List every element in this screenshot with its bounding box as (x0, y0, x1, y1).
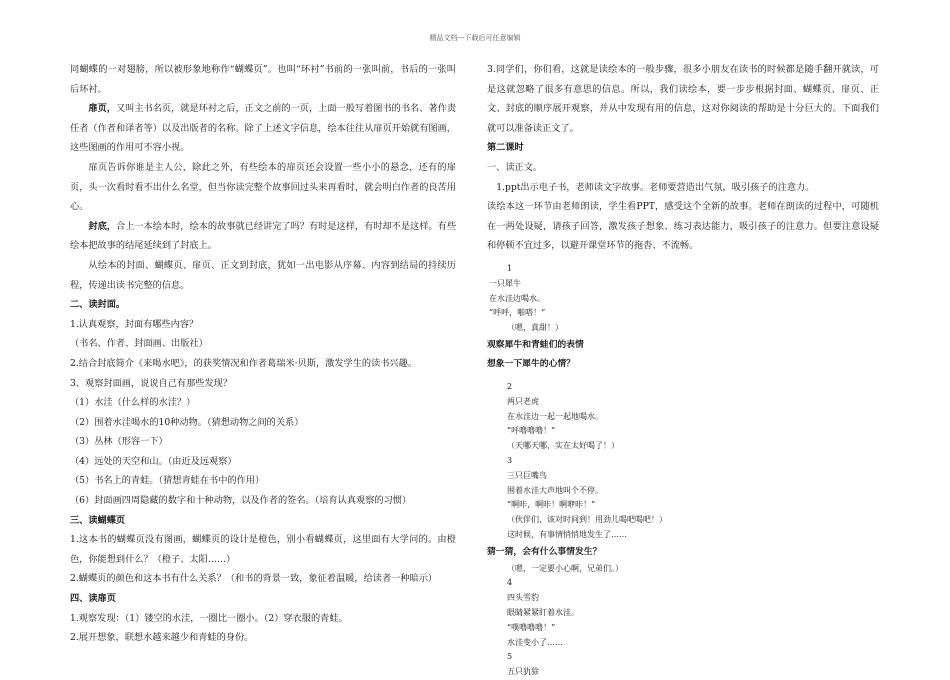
title-page-step-2: 2.展开想象，联想水越来越少和青蛙的身份。 (70, 632, 254, 644)
question-observe: 观察犀牛和青蛙们的表情 (487, 339, 584, 350)
back-cover-paragraph (70, 217, 456, 256)
read-text-step-2: 读绘本这一环节由老师朗读，学生看PPT，感受这个全新的故事。老师在朗读的过程中，可随机在一两处设疑，请孩子回答，激发孩子想象、练习表达能力，吸引孩子的注意力。但要注意设疑和停顿不宜过多，以避开课堂环节的拖沓、不流畅。 (487, 201, 879, 252)
poem-line: 三只巨嘴鸟 (507, 470, 547, 480)
section-heading-butterfly: 三、读蝴蝶页 (70, 514, 126, 526)
read-text-heading: 一、读正文。 (487, 161, 543, 173)
cover-step-2: 2.结合封底简介《来喝水吧》，的获奖情况和作者葛瑞米·贝斯，激发学生的读书兴趣。 (70, 357, 418, 369)
poem-line: 两只老虎 (507, 396, 539, 406)
title-page-term: 扉页， (88, 103, 116, 115)
poem-line: （天哪天哪，实在太好喝了！） (507, 441, 619, 451)
cover-finding-4: （4）远处的天空和山。（由近及远观察） (70, 455, 237, 467)
poem-number: 4 (507, 578, 513, 588)
poem-line: 在水洼边喝水。 (489, 293, 545, 303)
poem-line: 五只犰狳 (507, 667, 539, 677)
poem-line: “呼呼，啪嗒！” (489, 308, 546, 318)
title-page-note: 扉页告诉你谁是主人公，除此之外，有些绘本的扉页还会设置一些小小的悬念，还有的扉页，头一次看时看不出什么名堂，但当你读完整个故事回过头来再看时，就会明白作者的良苦用心。 (70, 161, 456, 213)
poem-line: 在水洼边一起一起地喝水。 (507, 411, 603, 421)
cover-step-1: 1.认真观察，封面有哪些内容？ (70, 318, 199, 330)
read-text-step-1: 1.ppt出示电子书，老师读文字故事。老师要营造出气氛，吸引孩子的注意力。 (496, 181, 815, 193)
right-column (487, 60, 879, 680)
poem-line: 四头雪豹 (507, 593, 539, 603)
title-page-step-1: 1.观察发现：（1）镂空的水洼，一圈比一圈小。（2）穿衣服的青蛙。 (70, 612, 348, 624)
poem-line: 眼睛紧紧盯着水洼。 (507, 608, 579, 618)
butterfly-step-2: 2.蝴蝶页的颜色和这本书有什么关系？（和书的背景一致，象征着温暖，给读者一种暗示） (70, 573, 438, 585)
butterfly-step-1: 1.这本书的蝴蝶页没有图画，蝴蝶页的设计是橙色，别小看蝴蝶页，这里面有大学问的。由橙色，你能想到什么？（橙子、太阳……） (70, 534, 456, 565)
poem-line: “呼噜噜噜！” (507, 426, 556, 436)
question-imagine: 想象一下犀牛的心情？ (487, 358, 575, 369)
cover-finding-3: （3）丛林（形容一下） (70, 436, 168, 448)
title-page-paragraph (70, 99, 456, 158)
poem-number: 3 (507, 455, 513, 465)
lesson-2-heading: 第二课时 (487, 142, 524, 154)
poem-line: “噗噜噜噜！” (507, 622, 556, 632)
cover-step-3: 3、观察封面画，说说自己有那些发现？ (70, 377, 233, 389)
reading-steps-paragraph: 3.同学们，你们看，这就是读绘本的一般步骤，很多小朋友在读书的时候都是随手翻开就读，可是这就忽略了很多有意思的信息。所以，我们读绘本，要一步步根据封面、蝴蝶页、扉页、正文、封底的顺序展开观察，并从中发现有用的信息，这对你阅读的帮助是十分巨大的。下面我们就可以准备读正文了。 (487, 64, 879, 134)
cover-finding-6: （6）封面画四周隐藏的数字和十种动物，以及作者的签名。（培育认真观察的习惯） (70, 495, 412, 507)
page-header: 精品文档---下载后可任意编辑 (429, 34, 521, 42)
left-column (70, 60, 456, 648)
section-heading-title-page: 四、读扉页 (70, 593, 116, 605)
cover-finding-5: （5）书名上的青蛙。（猜想青蛙在书中的作用） (70, 475, 265, 487)
poem-line: 这时候，有事情悄悄地发生了…… (507, 529, 627, 539)
title-page-text: 又叫主书名页，就是环衬之后，正文之前的一页，上面一般写着图书的书名、著作责任者（作者和译者等）以及出版者的名称。除了上述文字信息，绘本往往从扉页开始就有图画，这些图画的作用可不容小视。 (70, 103, 457, 154)
poem-number: 1 (507, 263, 513, 273)
poem-number: 5 (507, 652, 513, 662)
question-guess: 猜一猜，会有什么事情发生？ (487, 546, 602, 557)
butterfly-page-continued: 同蝴蝶的一对翅膀，所以被形象地称作“蝴蝶页”。也叫“环衬”书前的一张叫前，书后的一张叫后环衬。 (70, 64, 456, 95)
back-cover-term: 封底， (88, 220, 116, 232)
poem-line: 一只犀牛 (489, 278, 521, 288)
cover-finding-1: （1）水洼（什么样的水洼？） (70, 397, 196, 409)
poem-line: （嗯，真甜！） (507, 323, 563, 333)
back-cover-text: 合上一本绘本时，绘本的故事就已经讲完了吗？有时是这样，有时却不是这样。有些绘本把故事的结尾延续到了封底上。 (70, 220, 457, 252)
cover-finding-2: （2）围着水洼喝水的10种动物。（猜想动物之间的关系） (70, 416, 304, 428)
poem-line: （伙伴们，该对时间到！用劲儿喝吧喝吧！） (507, 515, 667, 525)
poem-number: 2 (507, 381, 513, 391)
summary-paragraph: 从绘本的封面、蝴蝶页、扉页、正文到封底，犹如一出电影从序幕、内容到结局的持续历程，传递出读书完整的信息。 (70, 259, 456, 291)
poem-line: 围着水洼大声地叫个不停。 (507, 485, 603, 495)
section-heading-cover: 二、读封面。 (70, 299, 126, 311)
guess-answer: （嗯，一定要小心啊，兄弟们。） (507, 563, 623, 573)
cover-step-1-answer: （书名、作者、封面画、出版社） (70, 338, 208, 350)
poem-line: 水洼变小了…… (507, 637, 563, 647)
poem-line: “啊咔，啊咔！啊咿咔！” (507, 500, 596, 510)
